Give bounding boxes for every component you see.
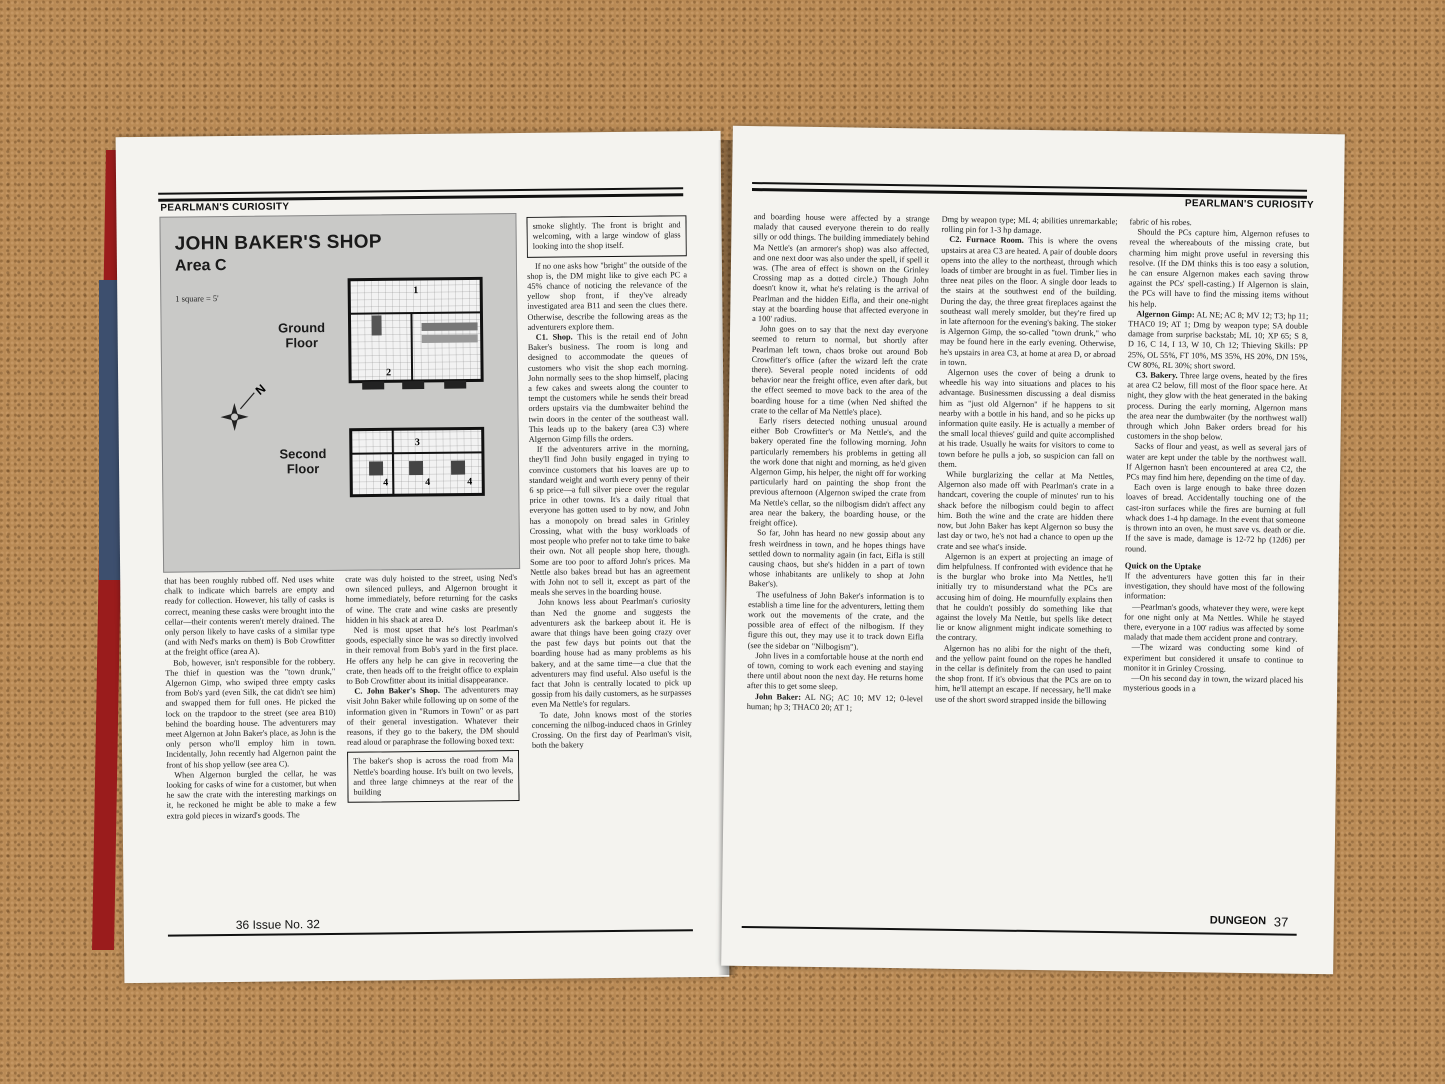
page-number-footer: 36 Issue No. 32	[235, 917, 320, 932]
paragraph: Algernon uses the cover of being a drunk to wheedle his way into situations and places to his advantage. Businessmen discussing a deal dismiss him as "just old Algernon" if he happens to sit nearby with a bottle in his hand, and so he picks up information quite easily. He is actually a member of the small local thieves' guild and quite accomplished at his trade. Usually he waits for visitors to come to town before he pulls a job, so suspicion can fall on them.	[938, 367, 1116, 469]
section-heading-c1: C1. Shop.	[535, 332, 573, 342]
paragraph: If the adventurers have gotten this far in their investigation, they should have most of the following information:	[1124, 571, 1305, 602]
paragraph: Three large ovens, heated by the fires at area C2 below, fill most of the floor space here. At night, they glow with the heat generated in the baking process. During the early morning, Algernon mans the area near the dumbwaiter (by the northwest wall) through which John Baker orders bread for his customers in the shop below.	[1126, 371, 1308, 442]
boxed-text-continued: smoke slightly. The front is bright and welcoming, with a large window of glass looking into the shop itself.	[526, 215, 686, 257]
second-floor-label: Second Floor	[279, 446, 327, 477]
page-number-footer: 37	[1273, 914, 1289, 930]
paragraph: and boarding house were affected by a strange malady that caused everyone therein to do really silly or odd things. The building immediately behind Ma Nettle's (an armorer's shop) was also affected, and one next door was also under the spell, if spell it was. (The area of effect is shown on the Grinley Crossing map as a dotted circle.) Though John doesn't know it, what he's relating is the arrival of Pearlman and the hidden Eifla, and their one-night stay at the boarding house that affected everyone in a 100' radius.	[752, 212, 930, 324]
paragraph: Should the PCs capture him, Algernon refuses to reveal the whereabouts of the missing crate, but charming him might prove useful in reversing this resolve. (If the DM thinks this is too easy a solution, he can ensure Algernon makes each saving throw against the PCs' spell-casting.) If Algernon is slain, the PCs will have to find the missing items without his help.	[1128, 227, 1310, 309]
paragraph: that has been roughly rubbed off. Ned uses white chalk to indicate which barrels are empty and ready for collection. However, his tally of casks is correct, meaning these casks were brought into the cellar—their contents weren't merely drained. The only person likely to have casks of a similar type (and with Ned's marks on them) is Bob Crowfitter at the freight office (area A).	[164, 574, 335, 658]
ground-floor-label: Ground Floor	[278, 320, 326, 351]
paragraph: fabric of his robes.	[1129, 217, 1192, 228]
running-head: PEARLMAN'S CURIOSITY	[1184, 198, 1314, 211]
paragraph: John knows less about Pearlman's curiosity than Ned the gnome and suggests the adventurers ask the barkeep about it. He is aware that things have been going crazy over the past few days but points out that the boarding house had as many problems as his bakery, and at the same time—a clue that the adventurers may find useful. Also useful is the fact that John is centrally located to pick up gossip from his daily customers, as he surpasses even Ma Nettle's for regulars.	[530, 596, 692, 710]
map-title: JOHN BAKER'S SHOP	[174, 231, 382, 255]
paragraph: —Pearlman's goods, whatever they were, were kept for one night only at Ma Nettles. While he stayed there, everyone in a 100' radius was affected by some malady that made them accident prone and contrary.	[1123, 601, 1305, 644]
paragraph: crate was duly hoisted to the street, using Ned's own silenced pulleys, and Algernon brought it home immediately, before returning for the casks of wine. The crate and wine casks are presently hidden in his shack at area D.	[345, 573, 518, 625]
section-heading-c: C. John Baker's Shop.	[354, 686, 440, 696]
paragraph: The usefulness of John Baker's information is to establish a time line for the adventurers, letting them work out the movements of the crate, and the possible area of effect of the nilbogism. If they figure this out, they may use it to track down Eifla (see the sidebar on "Nilbogism").	[747, 589, 925, 652]
floor-plans	[160, 214, 519, 572]
right-page-column-1	[744, 212, 930, 914]
left-page-column-2	[345, 573, 521, 920]
stat-block-heading: John Baker:	[754, 691, 802, 702]
map-label-4a: 4	[383, 477, 389, 489]
section-heading-c3: C3. Bakery.	[1135, 370, 1178, 381]
paragraph: This is the retail end of John Baker's business. The room is long and designed to accommodate the queues of customers who visit the shop each morning. John normally sees to the shop himself, placing a few cakes and sweets along the counter to tempt the customers while he sends their bread orders upstairs via the dumbwaiter behind the twin doors in the center of the southeast wall. This leads up to the bakery (area C3) where Algernon Gimp fills the orders.	[527, 331, 689, 444]
paragraph: Each oven is large enough to bake three dozen loaves of bread. Accidentally touching one of the cast-iron surfaces while the fires are burning at full whack does 1-4 hp damage. In the event that someone is thrown into an oven, he must save vs. death or die. If the save is made, damage is 12-72 hp (12d6) per round.	[1124, 482, 1306, 554]
paragraph: Sacks of flour and yeast, as well as several jars of water are kept under the table by the northwest wall. If Algernon hasn't been encountered at area C2, the PCs may find him here, depending on the time of day.	[1125, 441, 1307, 484]
paragraph: While burglarizing the cellar at Ma Nettles, Algernon also made off with Pearlman's crate in a handcart, covering the couple of minutes' run to his shack before the nilbogism could begin to affect him. Both the wine and the crate are hidden there now, but John Baker has kept Algernon so busy the last day or two, he's not had a chance to open up the crate and see what's inside.	[936, 469, 1115, 552]
paragraph: The adventurers may visit John Baker while following up on some of the information given in "Rumors in Town" or as part of their general investigation. Whatever their reasons, if they go to the bakery, the DM should read aloud or paraphrase the following boxed text:	[346, 685, 519, 748]
paragraph: If no one asks how "bright" the outside of the shop is, the DM might like to give each PC a 45% chance of noticing the relevance of the yellow shop front, if they've already investigated area B11 and seen the clues there. Otherwise, describe the following areas as the adventurers explore them.	[527, 259, 688, 332]
left-page-column-1	[164, 575, 338, 922]
paragraph: John goes on to say that the next day everyone seemed to return to normal, but shortly after Pearlman left town, chaos broke out around Bob Crowfitter's office (after the wizard left the crate there). Several people noted incidents of odd behavior near the freight office, even after dark, but the effect seemed to move back to the area of the boarding house for a time (when Ned shifted the crate to the cellar of Ma Nettle's place).	[750, 324, 929, 417]
right-page-column-3	[1120, 217, 1310, 919]
stat-block: AL NE; AC 8; MV 12; T3; hp 11; THAC0 19; AT 1; Dmg by weapon type; SA double damage from surprise backstab; ML 10; XP 65; S 8, D 16, C 14, I 13, W 10, Ch 12; Thieving Skills: PP 25%, OL 55%, FT 10%, MS 35%, HS 20%, DN 15%, CW 80%, RL 30%; short sword.	[1127, 310, 1309, 371]
compass-rose	[220, 393, 254, 431]
left-page-column-3	[526, 215, 693, 917]
left-page	[116, 131, 730, 983]
paragraph: Algernon has no alibi for the night of the theft, and the yellow paint found on the ropes he handled in the cellar is definitely from the can used to paint the shop front. If it's obvious that the PCs are on to him, he'll attempt an escape. If necessary, he'll make use of the short sword strapped inside the billowing	[934, 643, 1112, 706]
section-heading-c2: C2. Furnace Room.	[949, 235, 1024, 246]
map-area-label: Area C	[174, 257, 227, 275]
paragraph: This is where the ovens upstairs at area C3 are heated. A pair of double doors opens into the alley to the northeast, through which loads of timber are brought in as fuel. Timber lies in three neat piles on the floor. A single door leads to the stairs at the southwest end of the building. During the day, the three great fireplaces against the southeast wall merely smolder, but they're fired up in late afternoon for the evening's baking. The stoker is Algernon Gimp, the so-called "town drunk," who may be found here in the early evening. Otherwise, he's upstairs in area C3, at home at area D, or abroad in town.	[939, 236, 1118, 367]
map-label-2: 2	[386, 367, 392, 379]
map-label-3: 3	[414, 437, 420, 449]
paragraph: —On his second day in town, the wizard placed his mysterious goods in a	[1123, 673, 1304, 694]
running-head: PEARLMAN'S CURIOSITY	[160, 201, 290, 214]
paragraph: John lives in a comfortable house at the north end of town, coming to work each evening and staying there until about noon the next day. He returns home after this to get some sleep.	[747, 650, 924, 692]
magazine-name-footer: DUNGEON	[1209, 914, 1267, 928]
paragraph: Ned is most upset that he's lost Pearlman's goods, especially since he was so directly involved in their removal from Bob's yard in the first place. He offers any help he can give in recovering the crate, then heads off to the freight office to explain to Bob Crowfitter about its initial disappearance.	[345, 624, 519, 686]
map-panel	[159, 213, 520, 573]
stat-block: AL NG; AC 10; MV 12; 0-level human; hp 3; THAC0 20; AT 1;	[746, 692, 923, 713]
paragraph: So far, John has heard no new gossip about any fresh weirdness in town, and he hopes things have settled down to normality again (in fact, Eifla is still causing chaos, but she's hidden in a part of town whose inhabitants are unlikely to shop at John Baker's).	[748, 528, 926, 589]
paragraph: When Algernon burgled the cellar, he was looking for casks of wine for a customer, but when he saw the crate with the interesting markings on it, he reckoned he might be able to make a few extra gold pieces in wizard's goods. The	[166, 768, 337, 821]
paragraph: If the adventurers arrive in the morning, they'll find John busily engaged in trying to convince customers that his loaves are up to standard weight and worth every penny of their 6 sp price—a full silver piece over the regular price in other towns. It's a daily ritual that everyone has gotten used to by now, and John has a monopoly on bread sales in Grinley Crossing, what with the busy workloads of most people who prefer not to take time to bake their own. Not all people shop here, though. Some are too poor to afford John's prices. Ma Nettle also bakes bread but has an agreement with John not to sell it, except as part of the meals she serves in the boarding house.	[528, 443, 691, 597]
map-label-1: 1	[413, 285, 419, 297]
footer-rule	[742, 926, 1297, 936]
paragraph: Early risers detected nothing unusual around either Bob Crowfitter's or Ma Nettle's, and the bakery operated fine the following morning. John particularly remembers his problems in getting all the work done that night and morning, as he'd given Algernon Gimp, his helper, the night off for working particularly hard on painting the shop front the previous afternoon (Algernon swiped the crate from Ma Nettle's cellar, so the nilbogism didn't affect any area near the bakery, the boarding house, or the freight office).	[749, 416, 927, 528]
right-page-column-2	[932, 215, 1118, 917]
sidebar-heading: Quick on the Uptake	[1124, 559, 1202, 572]
paragraph: Algernon is an expert at projecting an image of dim helpfulness. If confronted with evidence that he is the burglar who broke into Ma Nettles, he'll initially try to misunderstand what the PCs are accusing him of doing. He mournfully explains then that he couldn't possibly do something like that against the lovely Ma Nettle, but spells like detect lie or know alignment might indicate something to the contrary.	[935, 551, 1113, 643]
right-page	[721, 126, 1345, 974]
stat-block-heading: Algernon Gimp:	[1136, 309, 1195, 320]
map-scale: 1 square = 5'	[175, 293, 219, 304]
paragraph: Dmg by weapon type; ML 4; abilities unremarkable; rolling pin for 1-3 hp damage.	[941, 214, 1118, 236]
header-rule	[158, 193, 683, 201]
paragraph: Bob, however, isn't responsible for the robbery. The thief in question was the "town drunk," Algernon Gimp, who swiped three empty casks from Bob's yard (even Silk, the cat didn't see him) and swapped them for full ones. He picked the lock on the trapdoor to the street (see area B10) behind the boarding house. The adventurers may meet Algernon at John Baker's place, as John is the only person who'll employ him in town. Incidentally, John recently had Algernon paint the front of his shop yellow (see area C).	[165, 656, 337, 770]
paragraph: To date, John knows most of the stories concerning the nilbog-induced chaos in Grinley Crossing. On the first day of Pearlman's visit, both the bakery	[531, 708, 692, 751]
paragraph: —The wizard was conducting some kind of experiment but considered it unsafe to continue to monitor it in Grinley Crossing.	[1123, 642, 1304, 674]
map-label-4c: 4	[467, 476, 473, 488]
map-label-4b: 4	[425, 476, 431, 488]
boxed-read-aloud-text: The baker's shop is across the road from Ma Nettle's boarding house. It's built on two levels, and three large chimneys at the rear of the building	[347, 750, 520, 803]
compass-north-label: N	[252, 381, 269, 398]
